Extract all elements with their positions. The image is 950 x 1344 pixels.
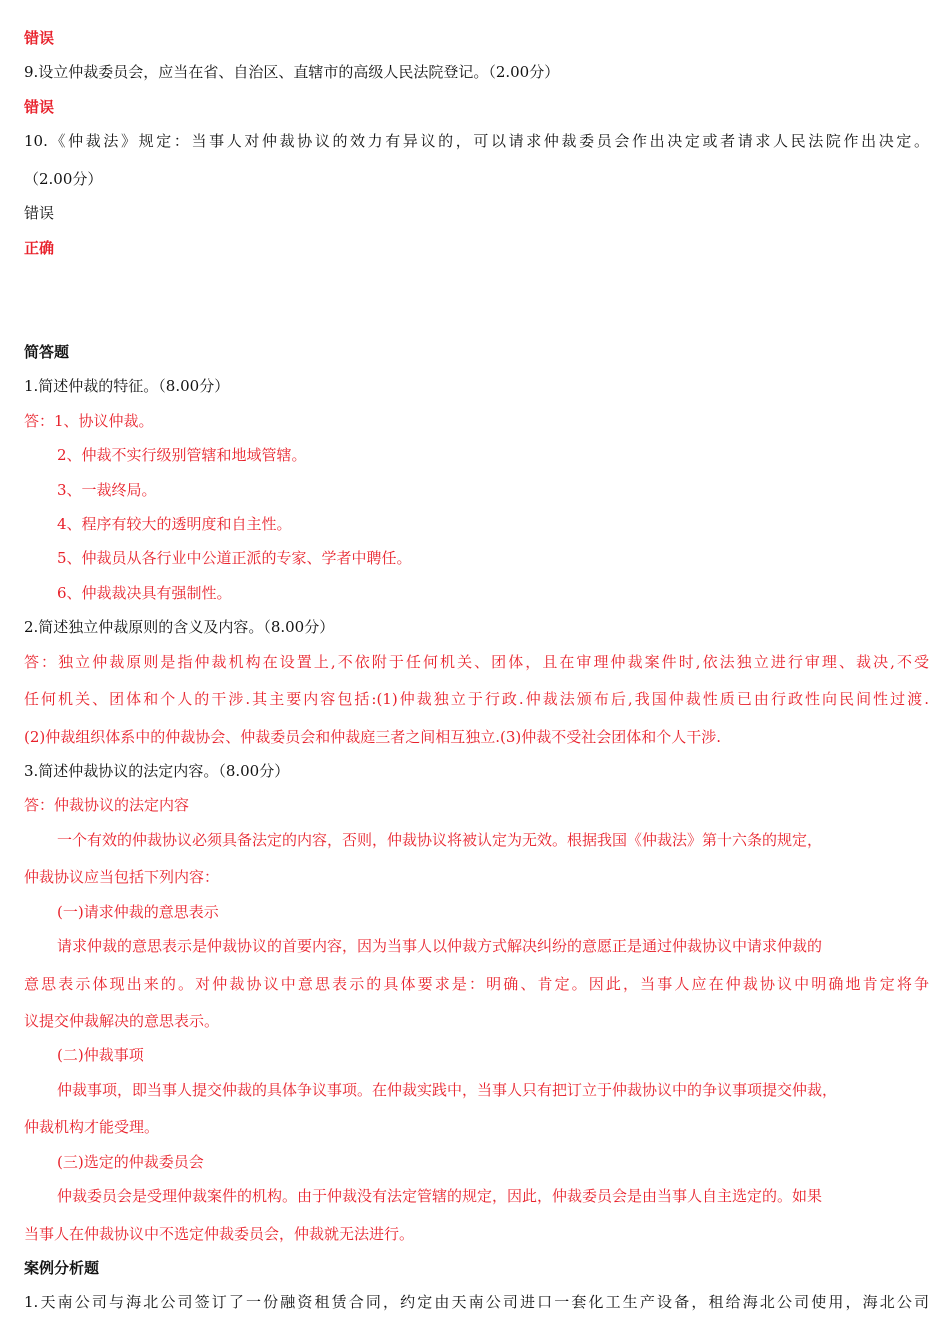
answer-paragraph-line: 一个有效的仲裁协议必须具备法定的内容，否则，仲裁协议将被认定为无效。根据我国《仲裁法》第十六条的规定， [57, 831, 823, 849]
answer-paragraph-line: 仲裁委员会是受理仲裁案件的机构。由于仲裁没有法定管辖的规定，因此，仲裁委员会是由当事人自主选定的。如果 [57, 1187, 823, 1205]
answer-line: 2、仲裁不实行级别管辖和地域管辖。 [57, 446, 307, 464]
answer-subheading: (二)仲裁事项 [57, 1046, 144, 1064]
answer-line: 答：1、协议仲裁。 [24, 412, 154, 430]
answer-subheading: (一)请求仲裁的意思表示 [57, 903, 219, 921]
answer-line: 3、一裁终局。 [57, 481, 157, 499]
answer-wrong-label: 错误 [24, 98, 55, 116]
answer-paragraph-line: 仲裁协议应当包括下列内容： [24, 868, 220, 886]
answer-paragraph-line: 请求仲裁的意思表示是仲裁协议的首要内容，因为当事人以仲裁方式解决纠纷的意愿正是通过仲裁协议中请求仲裁的 [57, 937, 823, 955]
answer-line: 任何机关、团体和个人的干涉.其主要内容包括:(1)仲裁独立于行政.仲裁法颁布后,我国仲裁性质已由行政性向民间性过渡. [24, 690, 929, 708]
option-wrong: 错误 [24, 204, 55, 222]
answer-correct-label: 正确 [24, 239, 55, 257]
short-question-3: 3.简述仲裁协议的法定内容。（8.00分） [24, 762, 290, 780]
answer-line: 4、程序有较大的透明度和自主性。 [57, 515, 292, 533]
answer-paragraph-line: 意思表示体现出来的。对仲裁协议中意思表示的具体要求是：明确、肯定。因此，当事人应在仲裁协议中明确地肯定将争 [24, 975, 929, 993]
question-10-score: （2.00分） [24, 170, 103, 188]
answer-subheading: (三)选定的仲裁委员会 [57, 1153, 204, 1171]
answer-paragraph-line: 议提交仲裁解决的意思表示。 [24, 1012, 220, 1030]
answer-line: (2)仲裁组织体系中的仲裁协会、仲裁委员会和仲裁庭三者之间相互独立.(3)仲裁不受社会团体和个人干涉. [24, 728, 722, 746]
answer-paragraph-line: 仲裁事项，即当事人提交仲裁的具体争议事项。在仲裁实践中，当事人只有把订立于仲裁协议中的争议事项提交仲裁， [57, 1081, 838, 1099]
section-heading-short-answer: 简答题 [24, 343, 70, 361]
section-heading-case-analysis: 案例分析题 [24, 1259, 100, 1277]
answer-wrong-label: 错误 [24, 29, 55, 47]
answer-paragraph-line: 当事人在仲裁协议中不选定仲裁委员会，仲裁就无法进行。 [24, 1225, 415, 1243]
answer-line: 6、仲裁裁决具有强制性。 [57, 584, 232, 602]
answer-paragraph-line: 仲裁机构才能受理。 [24, 1118, 160, 1136]
answer-line: 答：独立仲裁原则是指仲裁机构在设置上,不依附于任何机关、团体，且在审理仲裁案件时,依法独立进行审理、裁决,不受 [24, 653, 929, 671]
short-question-1: 1.简述仲裁的特征。（8.00分） [24, 377, 230, 395]
short-question-2: 2.简述独立仲裁原则的含义及内容。（8.00分） [24, 618, 335, 636]
question-10: 10.《仲裁法》规定：当事人对仲裁协议的效力有异议的，可以请求仲裁委员会作出决定或者请求人民法院作出决定。 [24, 132, 929, 150]
answer-line: 5、仲裁员从各行业中公道正派的专家、学者中聘任。 [57, 549, 412, 567]
answer-line: 答：仲裁协议的法定内容 [24, 796, 190, 814]
case-question-1: 1.天南公司与海北公司签订了一份融资租赁合同，约定由天南公司进口一套化工生产设备，租给海北公司使用，海北公司 [24, 1293, 929, 1311]
question-9: 9.设立仲裁委员会，应当在省、自治区、直辖市的高级人民法院登记。（2.00分） [24, 63, 560, 81]
